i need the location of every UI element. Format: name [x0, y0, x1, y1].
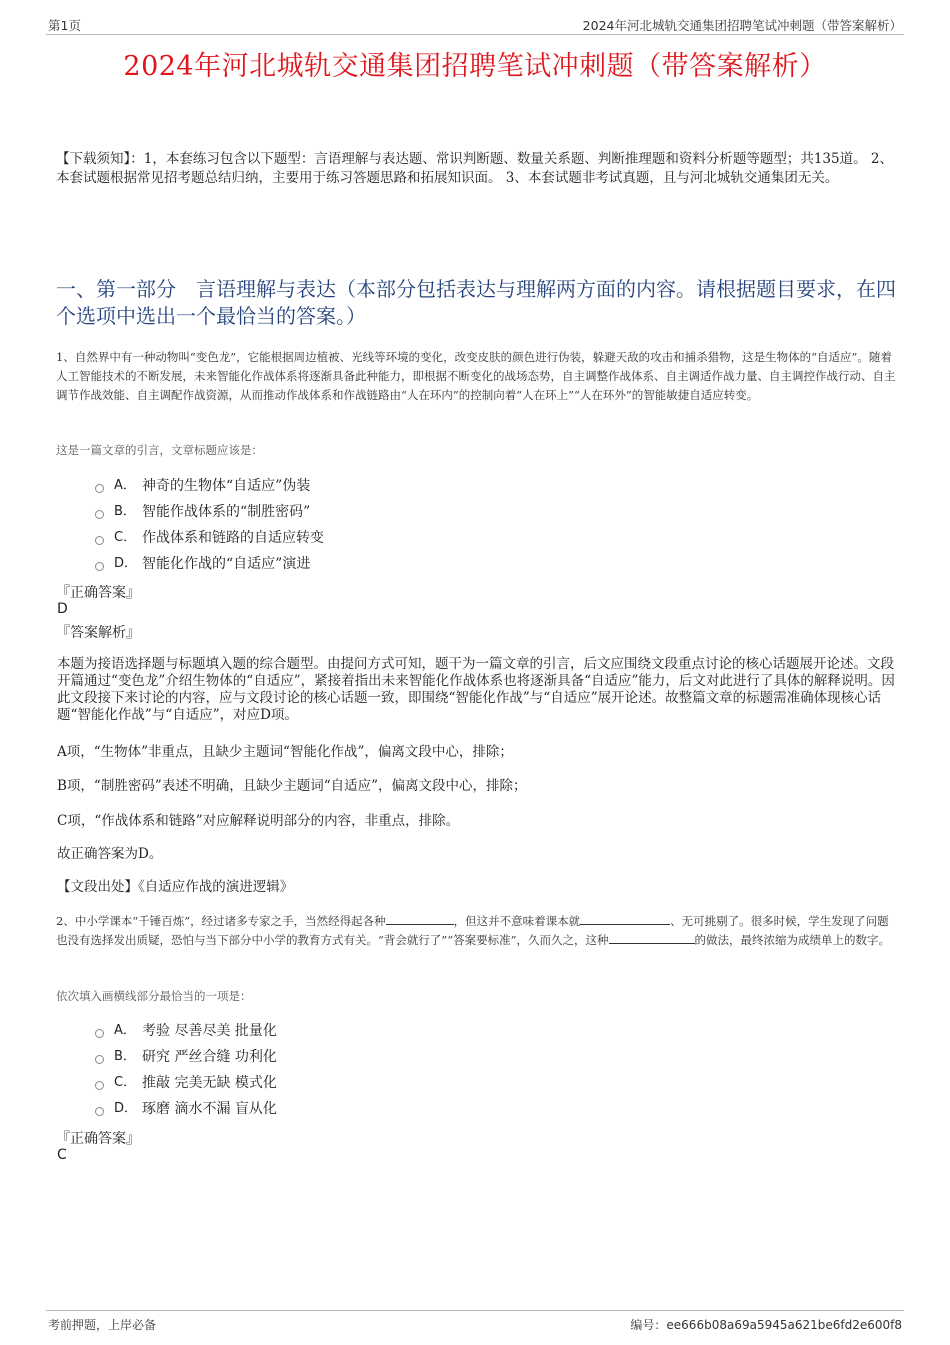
question-2-options: [95, 1018, 277, 1122]
radio-icon[interactable]: [95, 1081, 104, 1090]
blank-3[interactable]: [609, 931, 695, 944]
document-title: 2024年河北城轨交通集团招聘笔试冲刺题（带答案解析）: [123, 51, 827, 82]
exclusion-a: A项，“生物体”非重点，且缺少主题词“智能化作战”，偏离文段中心，排除；: [57, 744, 513, 760]
answer-label: 『正确答案』: [56, 585, 140, 601]
radio-icon[interactable]: [95, 1107, 104, 1116]
source-citation: 【文段出处】《自适应作战的演进逻辑》: [57, 879, 294, 895]
footer-code: 编号：ee666b08a69a5945a621be6fd2e600f8: [630, 1318, 902, 1332]
header-doc-title: 2024年河北城轨交通集团招聘笔试冲刺题（带答案解析）: [582, 18, 902, 33]
exclusion-b: B项，“制胜密码”表述不明确，且缺少主题词“自适应”，偏离文段中心，排除；: [57, 778, 527, 794]
option-b[interactable]: B． 研究 严丝合缝 功利化: [95, 1044, 277, 1070]
option-c[interactable]: C． 推敲 完美无缺 模式化: [95, 1070, 277, 1096]
section-title: 一、第一部分 言语理解与表达（本部分包括表达与理解两方面的内容。请根据题目要求，在四个选项中选出一个最恰当的答案。）: [56, 277, 896, 328]
option-c[interactable]: C． 作战体系和链路的自适应转变: [95, 525, 324, 551]
analysis-label: 『答案解析』: [56, 625, 140, 641]
radio-icon[interactable]: [95, 562, 104, 571]
radio-icon[interactable]: [95, 1055, 104, 1064]
radio-icon[interactable]: [95, 510, 104, 519]
question-2-text: 2、中小学课本“千锤百炼”，经过诸多专家之手，当然经得起各种 ，但这并不意味着课本就 、无可挑剔了。很多时候，学生发现了问题也没有选择发出质疑，恐怕与当下部分中小学的教育方式有关。“背会就行了”“答案要标准”，久而久之，这种 的做法，最终浓缩为成绩单上的数字。: [56, 914, 891, 947]
option-d[interactable]: D． 智能化作战的“自适应”演进: [95, 551, 324, 577]
option-a[interactable]: A． 考验 尽善尽美 批量化: [95, 1018, 277, 1044]
question-2-prompt: 依次填入画横线部分最恰当的一项是：: [56, 989, 252, 1003]
option-d[interactable]: D． 琢磨 滴水不漏 盲从化: [95, 1096, 277, 1122]
radio-icon[interactable]: [95, 484, 104, 493]
blank-2[interactable]: [580, 912, 670, 925]
footer-slogan: 考前押题，上岸必备: [48, 1318, 157, 1332]
radio-icon[interactable]: [95, 1029, 104, 1038]
radio-icon[interactable]: [95, 536, 104, 545]
answer-value: C: [57, 1147, 67, 1163]
page-header: [46, 14, 904, 35]
blank-1[interactable]: [386, 912, 454, 925]
analysis-text: 本题为接语选择题与标题填入题的综合题型。由提问方式可知，题干为一篇文章的引言，后文应围绕文段重点讨论的核心话题展开论述。文段开篇通过“变色龙”介绍生物体的“自适应”，紧接着指出未来智能化作战体系也将逐渐具备“自适应”能力，后文对此进行了具体的解释说明。因此文段接下来讨论的内容，应与文段讨论的核心话题一致，即围绕“智能化作战”与“自适应”展开论述。故整篇文章的标题需准确体现核心话题“智能化作战”与“自适应”，对应D项。: [57, 656, 895, 723]
answer-value: D: [57, 601, 68, 617]
question-1-text: 1、自然界中有一种动物叫“变色龙”，它能根据周边植被、光线等环境的变化，改变皮肤的颜色进行伪装，躲避天敌的攻击和捕杀猎物，这是生物体的“自适应”。随着人工智能技术的不断发展，未来智能化作战体系将逐渐具备此种能力，即根据不断变化的战场态势，自主调整作战体系、自主调适作战力量、自主调控作战行动、自主调节作战效能、自主调配作战资源，从而推动作战体系和作战链路由“人在环内”的控制向着“人在环上”“人在环外”的智能敏捷自适应转变。: [56, 350, 896, 402]
page-footer: [46, 1310, 904, 1335]
answer-label: 『正确答案』: [56, 1131, 140, 1147]
option-a[interactable]: A． 神奇的生物体“自适应”伪装: [95, 473, 324, 499]
page-number: 第1页: [48, 18, 81, 33]
question-1-prompt: 这是一篇文章的引言，文章标题应该是：: [56, 443, 263, 457]
download-notice: 【下载须知】：1，本套练习包含以下题型：言语理解与表达题、常识判断题、数量关系题、判断推理题和资料分析题等题型；共135道。 2、本套试题根据常见招考题总结归纳，主要用于练习答题思路和拓展知识面。 3、本套试题非考试真题，且与河北城轨交通集团无关。: [56, 151, 893, 186]
conclusion: 故正确答案为D。: [57, 846, 163, 862]
question-1-options: [95, 473, 324, 577]
exclusion-c: C项，“作战体系和链路”对应解释说明部分的内容，非重点，排除。: [57, 813, 460, 829]
option-b[interactable]: B． 智能作战体系的“制胜密码”: [95, 499, 324, 525]
